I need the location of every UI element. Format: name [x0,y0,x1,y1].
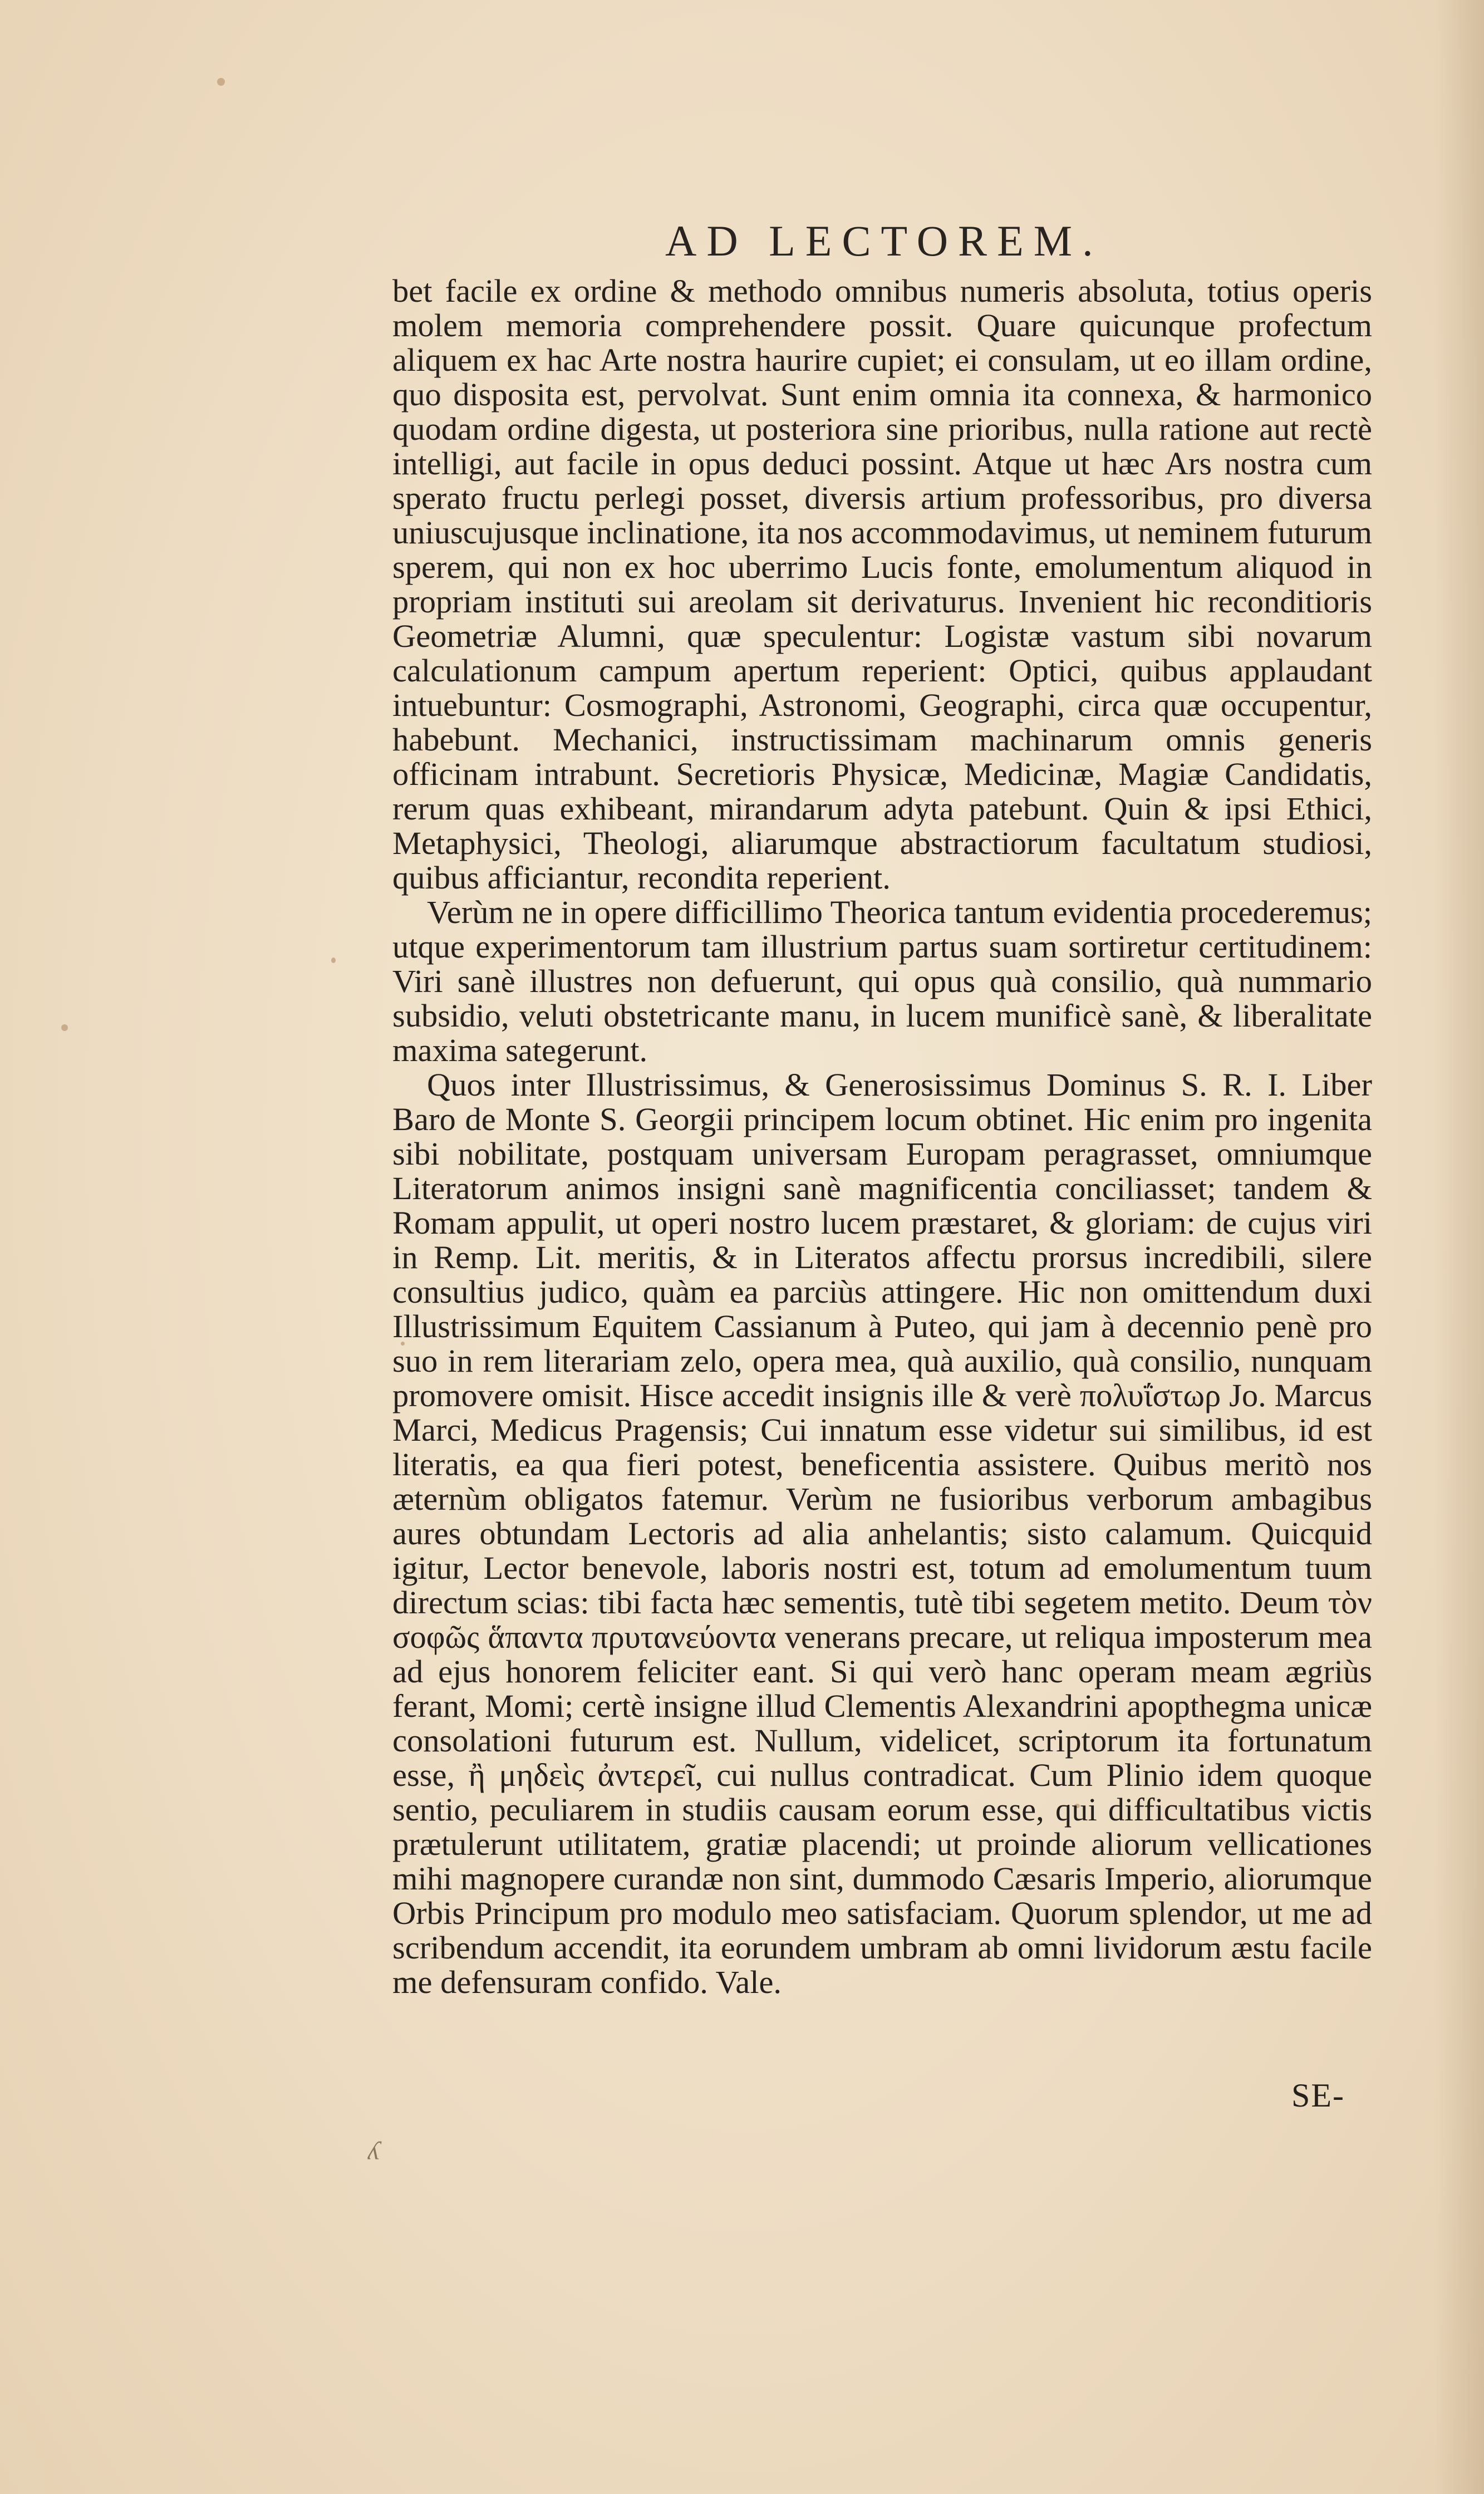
catchword: SE- [1291,2077,1345,2114]
body-text [392,274,1372,2000]
paper-speck [61,1024,68,1031]
handwritten-mark: ʎ [367,2136,380,2166]
paper-speck [217,78,225,86]
paragraph-1: bet facile ex ordine & methodo omnibus numeris absoluta, totius operis molem memoria comprehendere possit. Quare quicunque profectum aliquem ex hac Arte nostra haurire cupiet; ei consulam, ut eo illam ordine, quo disposita est, pervolvat. Sunt enim omnia ita connexa, & harmonico quodam ordine digesta, ut posteriora sine prioribus, nulla ratione aut rectè intelligi, aut facile in opus deduci possint. Atque ut hæc Ars nostra cum sperato fructu perlegi posset, diversis artium professoribus, pro diversa uniuscujusque inclinatione, ita nos accommodavimus, ut neminem futurum sperem, qui non ex hoc uberrimo Lucis fonte, emolumentum aliquod in propriam instituti sui areolam sit derivaturus. Invenient hic reconditioris Geometriæ Alumni, quæ speculentur: Logistæ vastum sibi novarum calculationum campum apertum reperient: Optici, quibus applaudant intuebuntur: Cosmographi, Astronomi, Geographi, circa quæ occupentur, habebunt. Mechanici, instructissimam machinarum omnis generis officinam intrabunt. Secretioris Physicæ, Medicinæ, Magiæ Candidatis, rerum quas exhibeant, mirandarum adyta patebunt. Quin & ipsi Ethici, Metaphysici, Theologi, aliarumque abstractiorum facultatum studiosi, quibus afficiantur, recondita reperient. [392,273,1372,896]
running-header: AD LECTOREM. [665,217,1103,265]
paragraph-3: Quos inter Illustrissimus, & Generosissimus Dominus S. R. I. Liber Baro de Monte S. Georgii principem locum obtinet. Hic enim pro ingenita sibi nobilitate, postquam universam Europam peragrasset, omniumque Literatorum animos insigni sanè magnificentia conciliasset; tandem & Romam appulit, ut operi nostro lucem præstaret, & gloriam: de cujus viri in Remp. Lit. meritis, & in Literatos affectu prorsus incredibili, silere consultius judico, quàm ea parciùs attingere. Hic non omittendum duxi Illustrissimum Equitem Cassianum à Puteo, qui jam à decennio penè pro suo in rem literariam zelo, opera mea, quà auxilio, quà consilio, nunquam promovere omisit. Hisce accedit insignis ille & verè πολυΐστωρ Jo. Marcus Marci, Medicus Pragensis; Cui innatum esse videtur sui similibus, id est literatis, ea qua fieri potest, beneficentia assistere. Quibus meritò nos æternùm obligatos fatemur. Verùm ne fusioribus verborum ambagibus aures obtundam Lectoris ad alia anhelantis; sisto calamum. Quicquid igitur, Lector benevole, laboris nostri est, totum ad emolumentum tuum directum scias: tibi facta hæc sementis, tutè tibi segetem metito. Deum τὸν σοφῶς ἅπαντα πρυτανεύοντα venerans precare, ut reliqua imposterum mea ad ejus honorem feliciter eant. Si qui verò hanc operam meam ægriùs ferant, Momi; certè insigne illud Clementis Alexandrini apopthegma unicæ consolationi futurum est. Nullum, videlicet, scriptorum ita fortunatum esse, ἢ μηδεὶς ἀντερεῖ, cui nullus contradicat. Cum Plinio idem quoque sentio, peculiarem in studiis causam eorum esse, qui difficultatibus victis prætulerunt utilitatem, gratiæ placendi; ut proinde aliorum vellicationes mihi magnopere curandæ non sint, dummodo Cæsaris Imperio, aliorumque Orbis Principum pro modulo meo satisfaciam. Quorum splendor, ut me ad scribendum accendit, ita eorundem umbram ab omni lividorum æstu facile me defensuram confido. Vale. [392,1067,1372,2000]
paper-speck [331,958,336,963]
paragraph-2: Verùm ne in opere difficillimo Theorica tantum evidentia procederemus; utque experimentorum tam illustrium partus suam sortiretur certitudinem: Viri sanè illustres non defuerunt, qui opus quà consilio, quà nummario subsidio, veluti obstetricante manu, in lucem munificè sanè, & liberalitate maxima sategerunt. [392,894,1372,1068]
page-edge-shadow [1434,0,1484,2494]
